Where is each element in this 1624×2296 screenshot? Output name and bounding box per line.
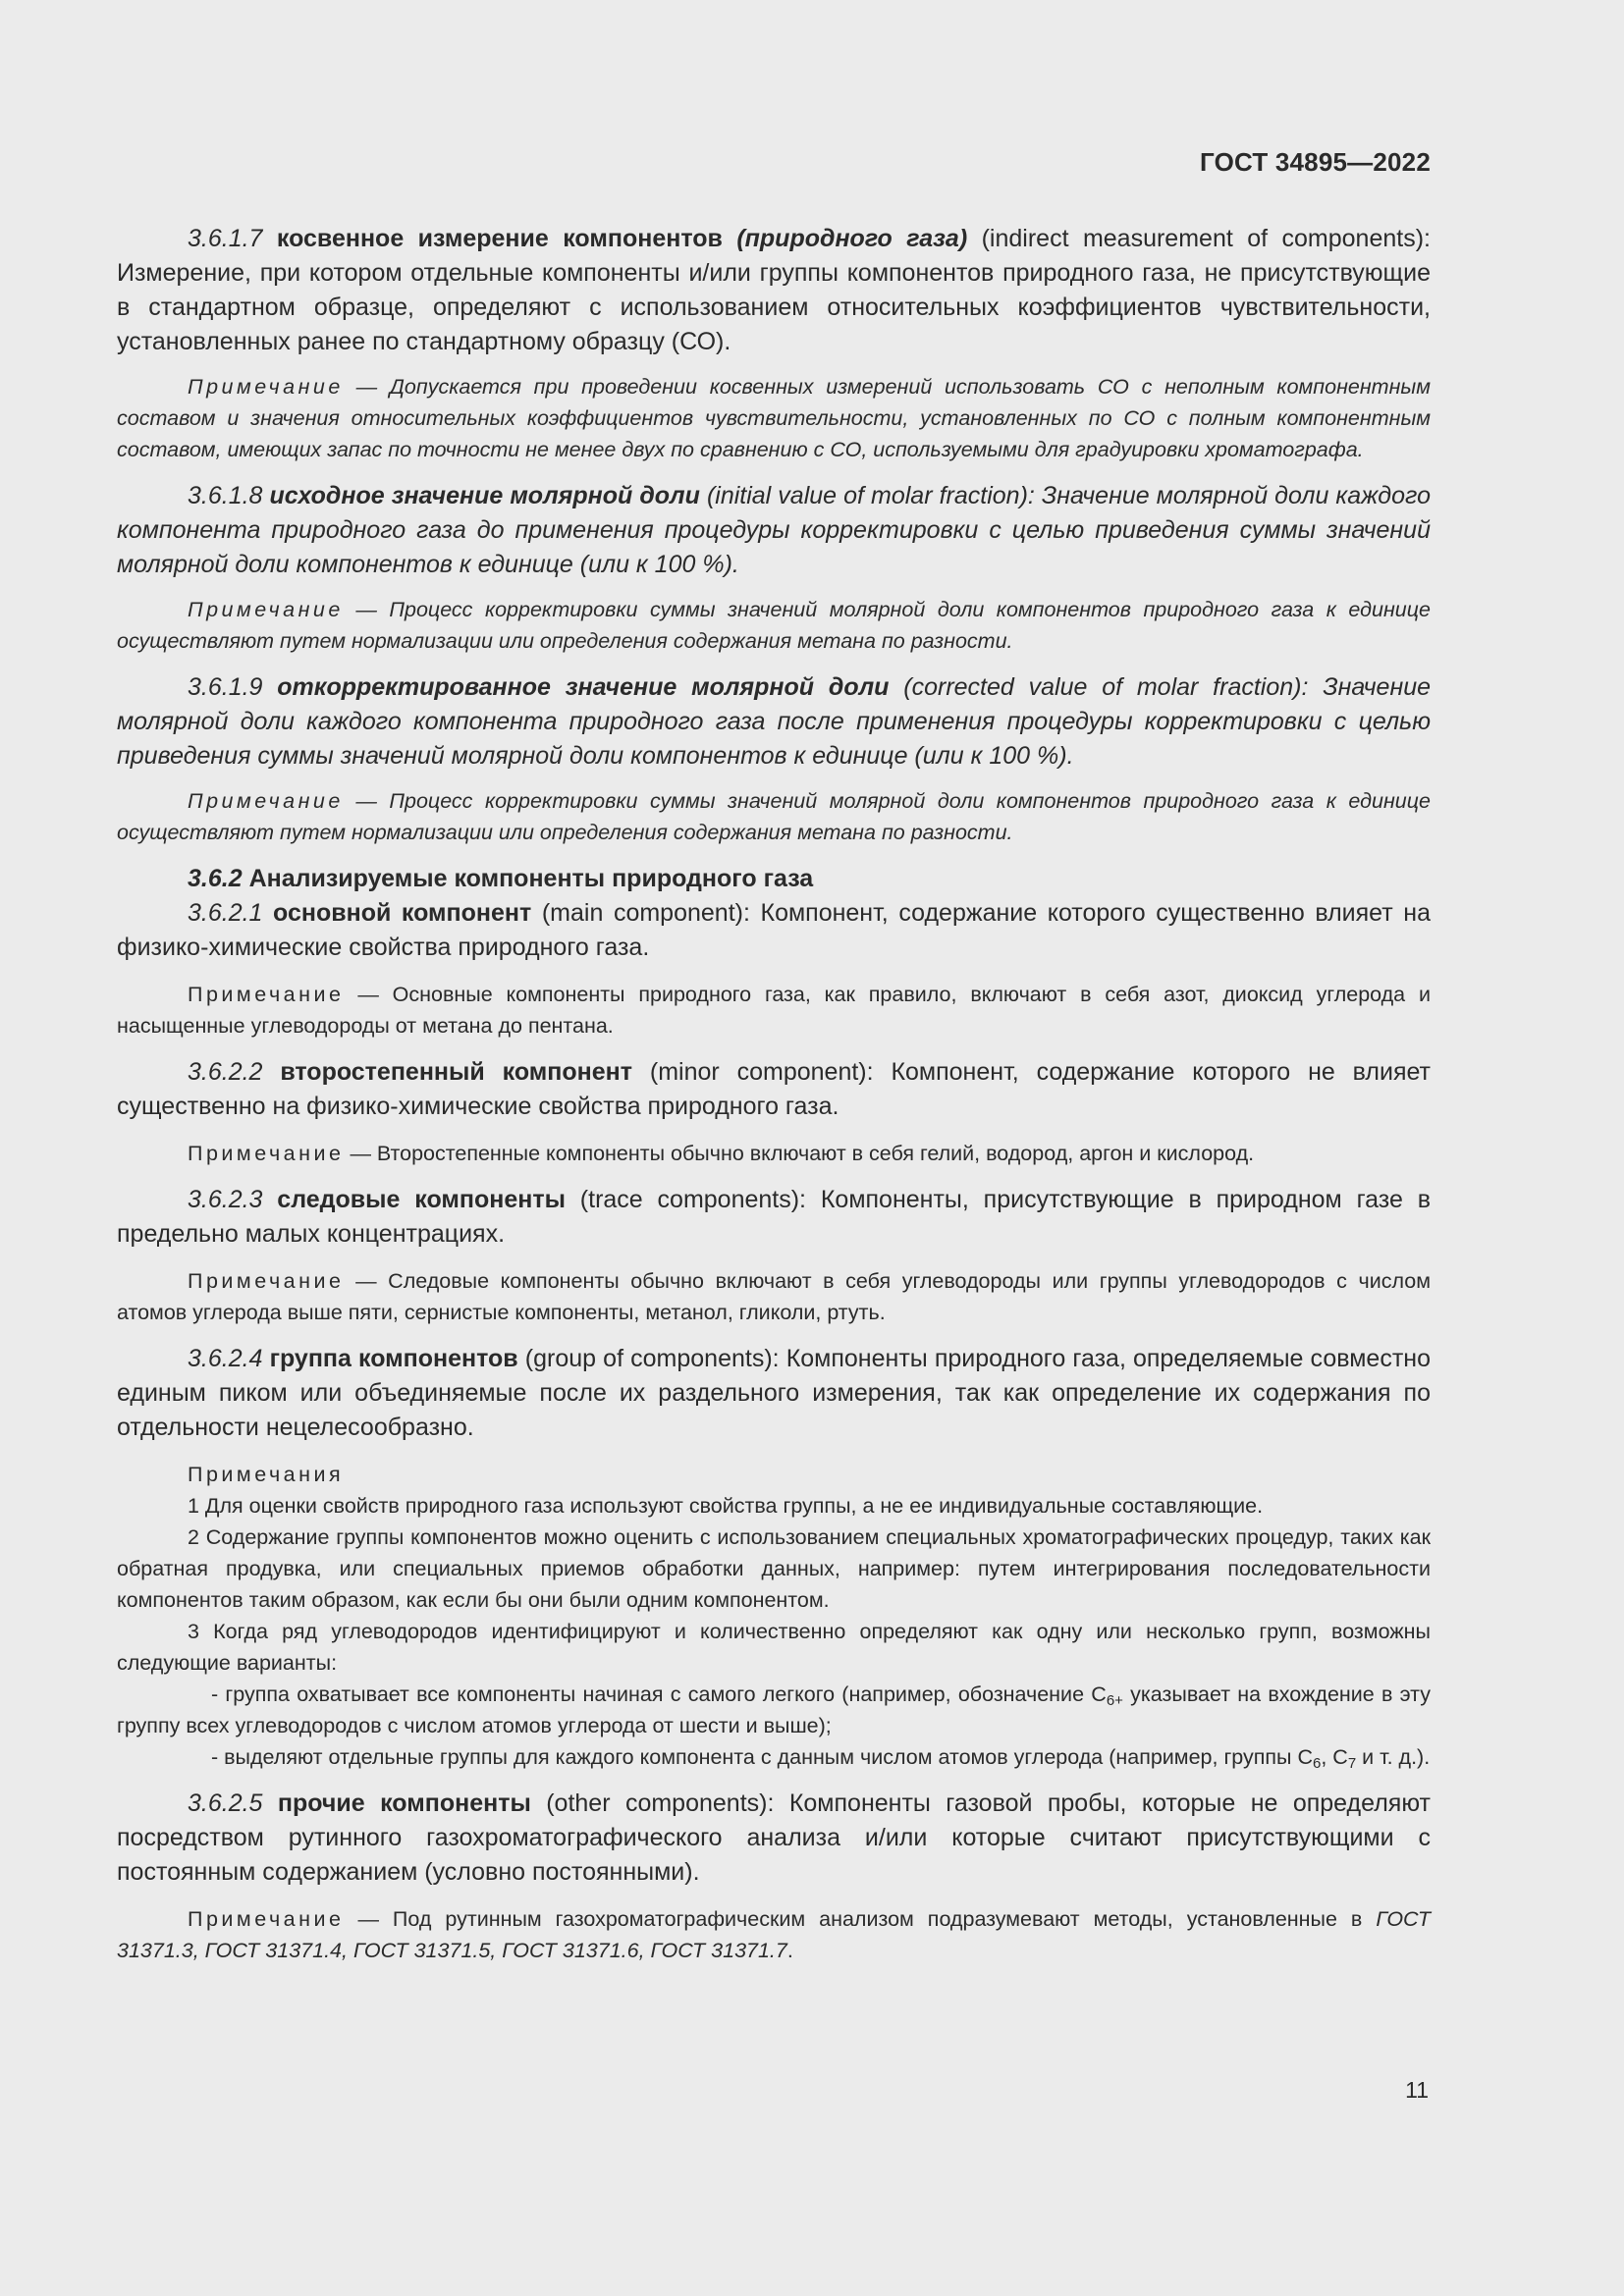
term-3-6-1-7 [117,222,1431,359]
term-english: (indirect measurement of components): [981,225,1431,252]
term-definition: Значение молярной доли каждого компонента природного газа после применения процедуры корректировки с целью приведения суммы значений молярной доли компонентов к единице (или к 100 %). [117,673,1432,770]
note-3-6-2-1 [117,979,1431,1041]
note-3-6-2-2 [117,1138,1431,1169]
note-label: Примечание [188,1142,345,1165]
term-3-6-2-5 [117,1787,1431,1890]
term-number: 3.6.2.1 [188,899,263,927]
term-3-6-2-3 [117,1183,1431,1252]
note-bullet-2: - выделяют отдельные группы для каждого компонента с данным числом атомов углерода (например, группы $С_6$, $С_7$ и т. д.). [211,1745,1431,1772]
term-title: основной компонент [273,899,532,927]
term-number: 3.6.2.2 [188,1058,263,1086]
note-label: Примечание [188,598,344,621]
note-text: — Процесс корректировки суммы значений молярной доли компонентов природного газа к единице осуществляют путем нормализации или определения содержания метана по разности. [117,789,1431,844]
term-3-6-2-2 [117,1055,1431,1124]
note-3-6-2-5: Примечание — Под рутинным газохроматографическим анализом подразумевают методы, установленные в ГОСТ 31371.3, ГОСТ 31371.4, ГОСТ 31371.5, ГОСТ 31371.6, ГОСТ 31371.7. [117,1907,1431,1962]
term-title: косвенное измерение компонентов [276,225,723,252]
note-3-6-1-8 [117,594,1431,657]
section-title: Анализируемые компоненты природного газа [248,865,814,892]
term-number: 3.6.2.4 [188,1345,263,1372]
term-title: откорректированное значение молярной доли [277,673,890,701]
notes-heading [117,1459,1431,1490]
note-text: — Под рутинным газохроматографическим анализом подразумевают методы, установленные в [357,1907,1377,1931]
term-number: 3.6.1.9 [188,673,263,701]
note-text: — Второстепенные компоненты обычно включают в себя гелий, водород, аргон и кислород. [350,1142,1255,1165]
term-definition: Компонент, содержание которого не влияет существенно на физико-химические свойства природного газа. [117,1058,1432,1120]
note-item-2: 2 Содержание группы компонентов можно оценить с использованием специальных хроматографических процедур, таких как обратная продувка, или специальных приемов обработки данных, например: путем интегрирования последовательности компонентов таким образом, как если бы они были одним компонентом. [117,1525,1431,1612]
term-number: 3.6.1.7 [188,225,263,252]
term-title: прочие компоненты [277,1789,531,1817]
term-title: следовые компоненты [277,1186,566,1213]
term-qualifier: (природного газа) [736,225,968,252]
note-label: Примечание [188,375,344,399]
note-text: — Основные компоненты природного газа, как правило, включают в себя азот, диоксид углерода и насыщенные углеводороды от метана до пентана. [117,983,1431,1038]
term-definition: Компонент, содержание которого существенно влияет на физико-химические свойства природного газа. [117,899,1431,961]
page-number: 11 [1405,2077,1429,2103]
term-title: второстепенный компонент [280,1058,632,1086]
term-title: группа компонентов [269,1345,518,1372]
term-number: 3.6.2.3 [188,1186,263,1213]
term-number: 3.6.2.5 [188,1789,263,1817]
note-label: Примечание [188,789,344,813]
term-3-6-1-9 [117,670,1431,774]
term-english: (main component): [541,899,750,927]
term-english: (minor component): [649,1058,874,1086]
note-3-6-2-3 [117,1265,1431,1328]
note-references: ГОСТ 31371.3, ГОСТ 31371.4, ГОСТ 31371.5, ГОСТ 31371.6, ГОСТ 31371.7 [117,1907,1431,1962]
note-text: — Процесс корректировки суммы значений молярной доли компонентов природного газа к единице осуществляют путем нормализации или определения содержания метана по разности. [117,598,1431,653]
term-english: (trace components): [579,1186,807,1213]
term-number: 3.6.1.8 [188,482,263,509]
note-text: — Следовые компоненты обычно включают в себя углеводороды или группы углеводородов с числом атомов углерода выше пяти, сернистые компоненты, метанол, гликоли, ртуть. [117,1269,1431,1324]
note-bullet-1: - группа охватывает все компоненты начиная с самого легкого (например, обозначение $С_{6+}$ указывает на вхождение в эту группу всех углеводородов с числом атомов углерода от шести и выше); [117,1682,1431,1737]
note-item-3: 3 Когда ряд углеводородов идентифицируют и количественно определяют как одну или несколько групп, возможны следующие варианты: [117,1620,1431,1675]
note-3-6-1-7 [117,371,1431,465]
term-definition: Значение молярной доли каждого компонента природного газа до применения процедуры корректировки с целью приведения суммы значений молярной доли компонентов к единице (или к 100 %). [117,482,1431,578]
term-3-6-2-4 [117,1342,1431,1445]
section-number: 3.6.2 [188,865,243,892]
note-3-6-1-9 [117,785,1431,848]
notes-label: Примечания [188,1463,345,1486]
term-definition: Компоненты, присутствующие в природном газе в предельно малых концентрациях. [117,1186,1431,1248]
term-definition: Компоненты природного газа, определяемые совместно единым пиком или объединяемые после их раздельного измерения, так как определение их содержания по отдельности нецелесообразно. [117,1345,1431,1441]
term-definition: Компоненты газовой пробы, которые не определяют посредством рутинного газохроматографического анализа и/или которые считают присутствующими с постоянным содержанием (условно постоянными). [117,1789,1431,1886]
term-3-6-1-8 [117,479,1431,582]
note-item-1: 1 Для оценки свойств природного газа используют свойства группы, а не ее индивидуальные составляющие. [188,1494,1264,1518]
term-3-6-2-1 [117,896,1431,965]
note-label: Примечание [188,1907,345,1931]
term-english: (group of components): [524,1345,780,1372]
note-label: Примечание [188,1269,345,1293]
term-title: исходное значение молярной доли [269,482,700,509]
standard-code-header: ГОСТ 34895—2022 [1200,147,1431,177]
note-label: Примечание [188,983,345,1006]
note-text: — Допускается при проведении косвенных измерений использовать СО с неполным компонентным составом и значения относительных коэффициентов чувствительности, установленных по СО с полным компонентным составом, имеющих запас по точности не менее двух по сравнению с СО, используемыми для градуировки хроматографа. [117,375,1431,461]
term-definition: Измерение, при котором отдельные компоненты и/или группы компонентов природного газа, не присутствующие в стандартном образце, определяют с использованием относительных коэффициентов чувствительности, установленных ранее по стандартному образцу (СО). [117,259,1431,355]
page-content [117,222,1431,1966]
term-english: (other components): [546,1789,775,1817]
term-english: (corrected value of molar fraction): [903,673,1309,701]
section-3-6-2 [117,862,1431,896]
term-english: (initial value of molar fraction): [706,482,1035,509]
